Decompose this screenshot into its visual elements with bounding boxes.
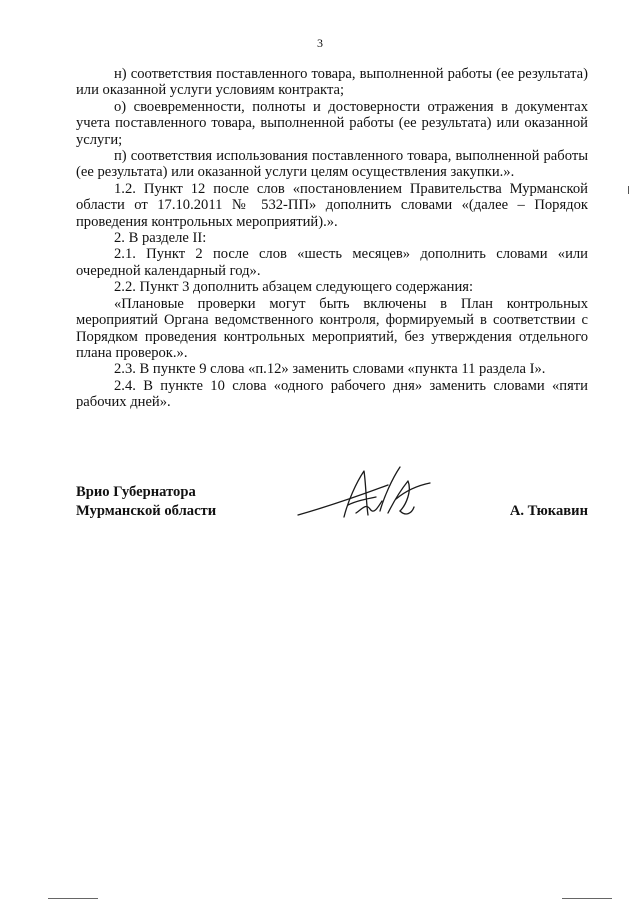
paragraph-2-3: 2.3. В пункте 9 слова «п.12» заменить словами «пункта 11 раздела I».	[114, 361, 546, 378]
paragraph-o: о) своевременности, полноты и достоверности отражения в документах учета поставленного товара, выполненной работы (ее результата) или оказанной услуги;	[76, 98, 588, 148]
signature-block	[76, 483, 588, 543]
paragraph-2-2: 2.2. Пункт 3 дополнить абзацем следующего содержания:	[114, 279, 474, 296]
paragraph-2: 2. В разделе II:	[114, 230, 207, 247]
paragraph-p: п) соответствия использования поставленного товара, выполненной работы (ее результата) или оказанной услуги целям осуществления закупки.».	[76, 148, 588, 181]
signer-name: А. Тюкавин	[509, 503, 588, 519]
margin-mark	[628, 186, 629, 194]
paragraph-2-2-quote: «Плановые проверки могут быть включены в План контрольных мероприятий Органа ведомственного контроля, формируемый в соответствии с Порядком проведения контрольных мероприятий, без утверждения отдельного плана проверок.».	[76, 295, 588, 361]
paragraph-n: н) соответствия поставленного товара, выполненной работы (ее результата) или оказанной услуги условиям контракта;	[76, 66, 588, 99]
signer-position-line2: Мурманской области	[76, 503, 217, 519]
paragraph-1-2: 1.2. Пункт 12 после слов «постановлением Правительства Мурманской области от 17.10.2011 № 532-ПП» дополнить словами «(далее – Порядок проведения контрольных мероприятий).».	[76, 180, 588, 230]
document-body	[76, 66, 588, 411]
footer-rule-right	[562, 898, 612, 899]
paragraph-2-1: 2.1. Пункт 2 после слов «шесть месяцев» дополнить словами «или очередной календарный год».	[76, 246, 588, 279]
signer-position-line1: Врио Губернатора	[76, 484, 196, 500]
page-number: 3	[317, 36, 323, 50]
footer-rule-left	[48, 898, 98, 899]
handwritten-signature	[296, 461, 436, 531]
signer-position	[76, 483, 216, 521]
paragraph-2-4: 2.4. В пункте 10 слова «одного рабочего дня» заменить словами «пяти рабочих дней».	[76, 377, 588, 411]
